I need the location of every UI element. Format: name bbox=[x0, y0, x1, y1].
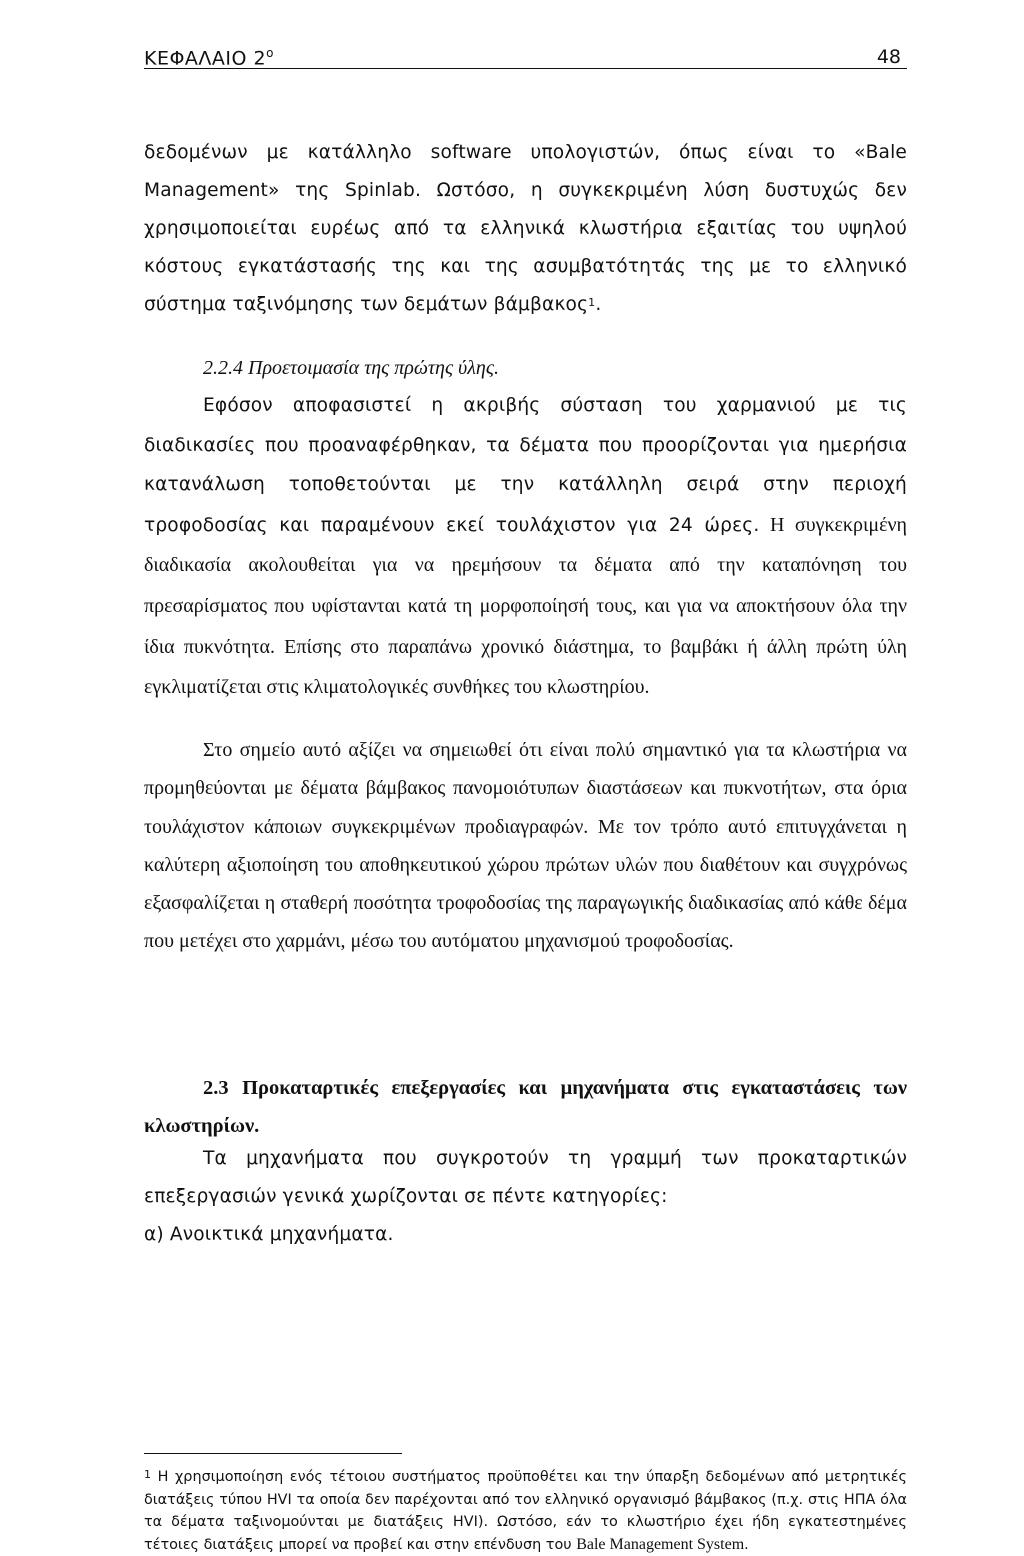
paragraph-text-b: Η συγκεκριμένη διαδικασία ακολουθείται για να ηρεμήσουν τα δέματα από την καταπόνηση του πρεσαρίσματος που υφίστανται κατά τη μορφοποίησή τους, και για να αποκτήσουν όλα την ίδια πυκνότητα. Επίσης στο παραπάνω χρονικό διάστημα, το βαμβάκι ή άλλη πρώτη ύλη εγκλιματίζεται στις κλιματολογικές συνθήκες του κλωστηρίου. bbox=[144, 513, 907, 699]
paragraph-bale-management bbox=[144, 134, 907, 324]
section-heading-2-2-4: 2.2.4 Προετοιμασία της πρώτης ύλης. bbox=[203, 357, 499, 379]
paragraph-text-a: Εφόσον αποφασιστεί η ακριβής σύσταση του χαρμανιού με τις διαδικασίες που προαναφέρθηκαν, τα δέματα που προορίζονται για ημερήσια κατανάλωση τοποθετούνται με την κατάλληλη σειρά στην περιοχή τροφοδοσίας και παραμένουν εκεί τουλάχιστον για 24 ώρες. bbox=[144, 395, 907, 536]
footnote-text-a: Η χρησιμοποίηση ενός τέτοιου συστήματος προϋποθέτει και την ύπαρξη δεδομένων από μετρητικές διατάξεις τύπου HVI τα οποία δεν παρέχονται από τον ελληνικό οργανισμό βάμβακος (π.χ. στις ΗΠΑ όλα τα δέματα ταξινομούνται με διατάξεις HVI). Ωστόσο, εάν το κλωστήριο έχει ήδη εγκατεστημένες τέτοιες διατάξεις μπορεί να προβεί και στην επένδυση του bbox=[144, 1469, 907, 1553]
chapter-text: ΚΕΦΑΛΑΙΟ 2 bbox=[144, 47, 267, 70]
paragraph-bale-dimensions: Στο σημείο αυτό αξίζει να σημειωθεί ότι είναι πολύ σημαντικό για τα κλωστήρια να προμηθεύονται με δέματα βάμβακος πανομοιότυπων διαστάσεων και πυκνοτήτων, στα όρια τουλάχιστον κάποιων συγκεκριμένων προδιαγραφών. Με τον τρόπο αυτό επιτυγχάνεται η καλύτερη αξιοποίηση του αποθηκευτικού χώρου πρώτων υλών που διαθέτουν και συγχρόνως εξασφαλίζεται η σταθερή ποσότητα τροφοδοσίας της παραγωγικής διαδικασίας από κάθε δέμα που μετέχει στο χαρμάνι, μέσω του αυτόματου μηχανισμού τροφοδοσίας. bbox=[144, 739, 907, 953]
footnote bbox=[144, 1466, 907, 1556]
chapter-ordinal: ο bbox=[266, 46, 274, 60]
paragraph-text: δεδομένων με κατάλληλο software υπολογιστών, όπως είναι το «Bale Management» της Spinlab. Ωστόσο, η συγκεκριμένη λύση δυστυχώς δεν χρησιμοποιείται ευρέως από τα ελληνικά κλωστήρια εξαιτίας του υψηλού κόστους εγκατάστασής της και της ασυμβατότητάς της με το ελληνικό σύστημα ταξινόμησης των δεμάτων βάμβακος bbox=[144, 142, 907, 315]
footnote-text-c: . bbox=[744, 1536, 749, 1553]
footnote-ref: 1 bbox=[588, 296, 596, 309]
section-heading-2-3: 2.3 Προκαταρτικές επεξεργασίες και μηχανήματα στις εγκαταστάσεις των κλωστηρίων. bbox=[144, 1077, 907, 1137]
page-number: 48 bbox=[876, 46, 901, 68]
footnote-marker: 1 bbox=[144, 1468, 151, 1481]
paragraph-preparation bbox=[144, 387, 907, 709]
paragraph-machine-categories: Τα μηχανήματα που συγκροτούν τη γραμμή των προκαταρτικών επεξεργασιών γενικά χωρίζονται σε πέντε κατηγορίες: bbox=[144, 1148, 907, 1207]
paragraph-end: . bbox=[595, 294, 602, 315]
list-item-a: α) Ανοικτικά μηχανήματα. bbox=[144, 1224, 394, 1245]
page-header bbox=[144, 44, 907, 69]
chapter-label bbox=[144, 46, 274, 69]
footnote-text-b: Bale Management System bbox=[576, 1535, 745, 1553]
footnote-divider bbox=[144, 1453, 402, 1454]
